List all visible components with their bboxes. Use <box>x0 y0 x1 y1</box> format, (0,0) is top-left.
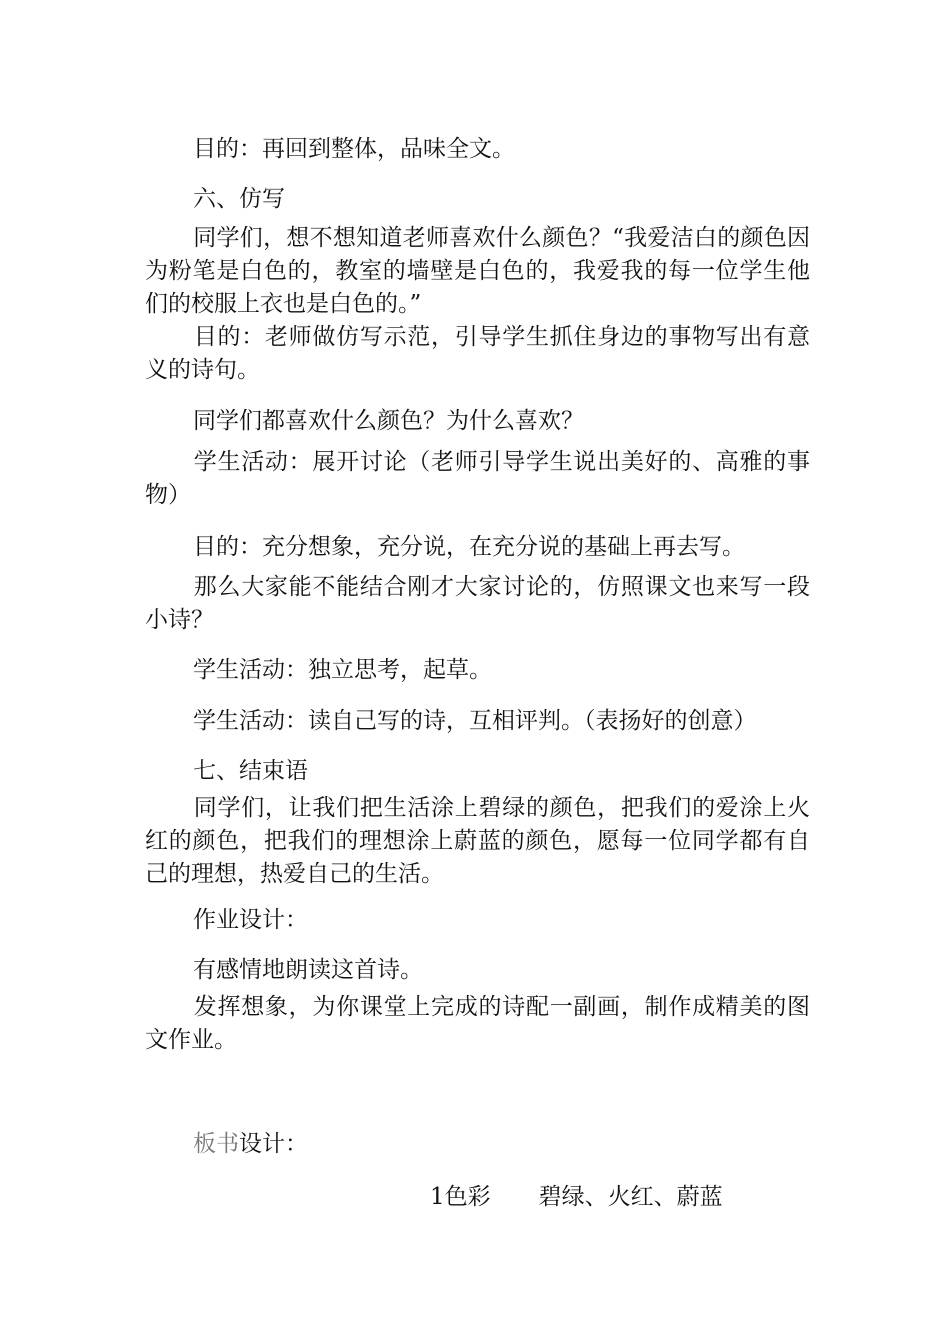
paragraph-question-colors: 同学们都喜欢什么颜色？为什么喜欢？ <box>193 408 584 434</box>
paragraph-student-activity-1: 学生活动：展开讨论（老师引导学生说出美好的、高雅的事物） <box>145 449 810 508</box>
paragraph-teacher-color: 同学们，想不想知道老师喜欢什么颜色？“我爱洁白的颜色因为粉笔是白色的，教室的墙壁是白色的，我爱我的每一位学生他们的校服上衣也是白色的。” <box>145 225 810 317</box>
paragraph-closing: 同学们，让我们把生活涂上碧绿的颜色，把我们的爱涂上火红的颜色，把我们的理想涂上蔚蓝的颜色，愿每一位同学都有自己的理想，热爱自己的生活。 <box>145 795 810 887</box>
board-row-values: 碧绿、火红、蔚蓝 <box>538 1184 723 1210</box>
paragraph-student-activity-2: 学生活动：独立思考，起草。 <box>193 657 492 683</box>
section-heading-imitation: 六、仿写 <box>193 186 285 212</box>
paragraph-student-activity-3: 学生活动：读自己写的诗，互相评判。（表扬好的创意） <box>193 708 757 734</box>
board-row-colors <box>430 1181 723 1214</box>
section-heading-conclusion: 七、结束语 <box>193 758 308 784</box>
board-row-item: 1色彩 <box>430 1184 491 1210</box>
paragraph-homework-2: 发挥想象，为你课堂上完成的诗配一副画，制作成精美的图文作业。 <box>145 994 810 1053</box>
paragraph-write-poem: 那么大家能不能结合刚才大家讨论的，仿照课文也来写一段小诗？ <box>145 574 810 633</box>
paragraph-purpose-3: 目的：充分想象，充分说，在充分说的基础上再去写。 <box>193 534 745 560</box>
board-design-heading: 板书设计： <box>193 1131 308 1157</box>
paragraph-purpose-1: 目的：再回到整体，品味全文。 <box>193 136 515 162</box>
paragraph-homework-1: 有感情地朗读这首诗。 <box>193 957 423 983</box>
paragraph-purpose-2: 目的：老师做仿写示范，引导学生抓住身边的事物写出有意义的诗句。 <box>145 324 810 383</box>
paragraph-homework-heading: 作业设计： <box>193 907 308 933</box>
